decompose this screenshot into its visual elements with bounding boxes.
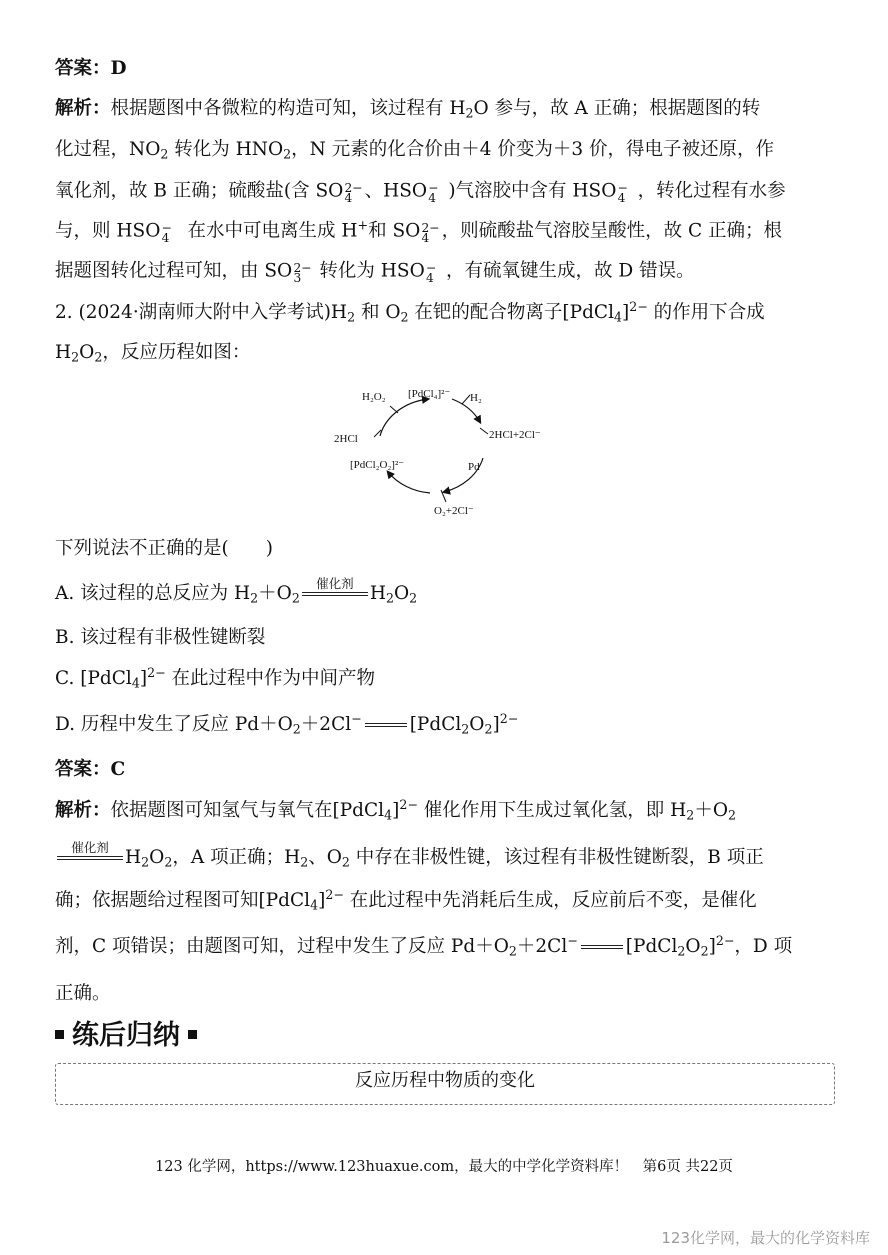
- square-bullet-icon: [55, 1030, 64, 1039]
- label-2hcl: 2HCl: [334, 433, 358, 445]
- label-pd: Pd: [468, 461, 480, 473]
- analysis-1-line-2: 化过程，$NO_2$ 转化为 $HNO_2$，N 元素的化合价由＋4 价变为＋3 价，得电子被还原，作: [55, 139, 775, 162]
- question-2-prompt: 下列说法不正确的是( ): [55, 538, 273, 559]
- analysis-2-line-3: 确；依据题给过程图可知[PdCl$_4$]$^{2-}$ 在此过程中先消耗后生成，反应前后不变，是催化: [55, 887, 757, 913]
- analysis-1-line-3: 氧化剂，故 B 正确；硫酸盐(含 SO 2− 4 、HSO − 4 )气溶胶中含有 HSO − 4 ，转化过程有水参: [55, 180, 786, 206]
- option-b[interactable]: B. 该过程有非极性键断裂: [55, 627, 266, 648]
- page-footer: 123 化学网，https://www.123huaxue.com，最大的中学化学资料库！ 第6页 共22页: [155, 1159, 733, 1175]
- analysis-2-line-5: 正确。: [55, 983, 111, 1004]
- label-h2o2: H₂O₂: [362, 391, 386, 403]
- label-h2: H₂: [470, 392, 482, 404]
- analysis-2-line-4: 剂，C 项错误；由题图可知，过程中发生了反应 $Pd+O_2+2Cl^-$ $[PdCl_2O_2]^{2-}$，D 项: [55, 933, 793, 959]
- label-o2-2cl: O₂+2Cl⁻: [434, 505, 474, 517]
- option-d[interactable]: D. 历程中发生了反应 $Pd+O_2+2Cl^-$ $[PdCl_2O_2]^{2-}$: [55, 711, 519, 737]
- analysis-1-line-4: 与，则 HSO − 4 在水中可电离生成 H+和 SO 2− 4 ，则硫酸盐气溶胶呈酸性，故 C 正确；根: [55, 217, 782, 246]
- option-c[interactable]: C. [PdCl$_4$]$^{2-}$ 在此过程中作为中间产物: [55, 665, 376, 691]
- square-bullet-icon: [188, 1030, 197, 1039]
- label-2hcl-2cl: 2HCl+2Cl⁻: [489, 429, 541, 441]
- analysis-2-line-1: 解析：依据题图可知氢气与氧气在[PdCl$_4$]$^{2-}$ 催化作用下生成过氧化氢，即 $H_2+O_2$: [55, 797, 736, 823]
- analysis-1-line-1: 解析：根据题图中各微粒的构造可知，该过程有 $H_2O$ 参与，故 A 正确；根据题图的转: [55, 98, 761, 121]
- label-pdcl2o2: [PdCl₂O₂]²⁻: [350, 459, 405, 471]
- branch-2hcl-2cl: [480, 428, 488, 434]
- analysis-2-line-2: 催化剂 $H_2O_2$，A 项正确；$H_2$、$O_2$ 中存在非极性键，该过程有非极性键断裂，B 项正: [55, 845, 764, 871]
- question-2-line-2: $H_2O_2$，反应历程如图：: [55, 342, 251, 365]
- option-a[interactable]: A. 该过程的总反应为 $H_2+O_2$ 催化剂 $H_2O_2$: [55, 575, 418, 606]
- reaction-cycle-diagram: [320, 382, 560, 522]
- summary-topic-box: 反应历程中物质的变化: [55, 1063, 835, 1105]
- equals-sign: [362, 716, 410, 735]
- question-2-line-1: 2. (2024·湖南师大附中入学考试)$H_2$ 和 $O_2$ 在钯的配合物离子[PdCl$_4$]$^{2-}$ 的作用下合成: [55, 299, 765, 325]
- branch-h2o2: [390, 406, 398, 413]
- arc-top-left: [380, 399, 428, 436]
- watermark: 123化学网，最大的化学资料库: [661, 1229, 870, 1247]
- analysis-1-line-5: 据题图转化过程可知，由 SO 2− 3 转化为 HSO − 4 ，有硫氧键生成，故 D 错误。: [55, 260, 695, 286]
- catalyst-equals: 催化剂: [300, 585, 370, 604]
- label-pdcl4: [PdCl₄]²⁻: [408, 388, 451, 400]
- answer-1: 答案：D: [55, 58, 127, 79]
- answer-2: 答案：C: [55, 759, 126, 780]
- arc-bottom-left: [388, 472, 430, 493]
- equals-sign-2: [578, 938, 626, 957]
- section-title-summary: 练后归纳: [55, 1018, 197, 1054]
- branch-h2: [462, 395, 470, 404]
- catalyst-equals-2: 催化剂: [55, 849, 125, 868]
